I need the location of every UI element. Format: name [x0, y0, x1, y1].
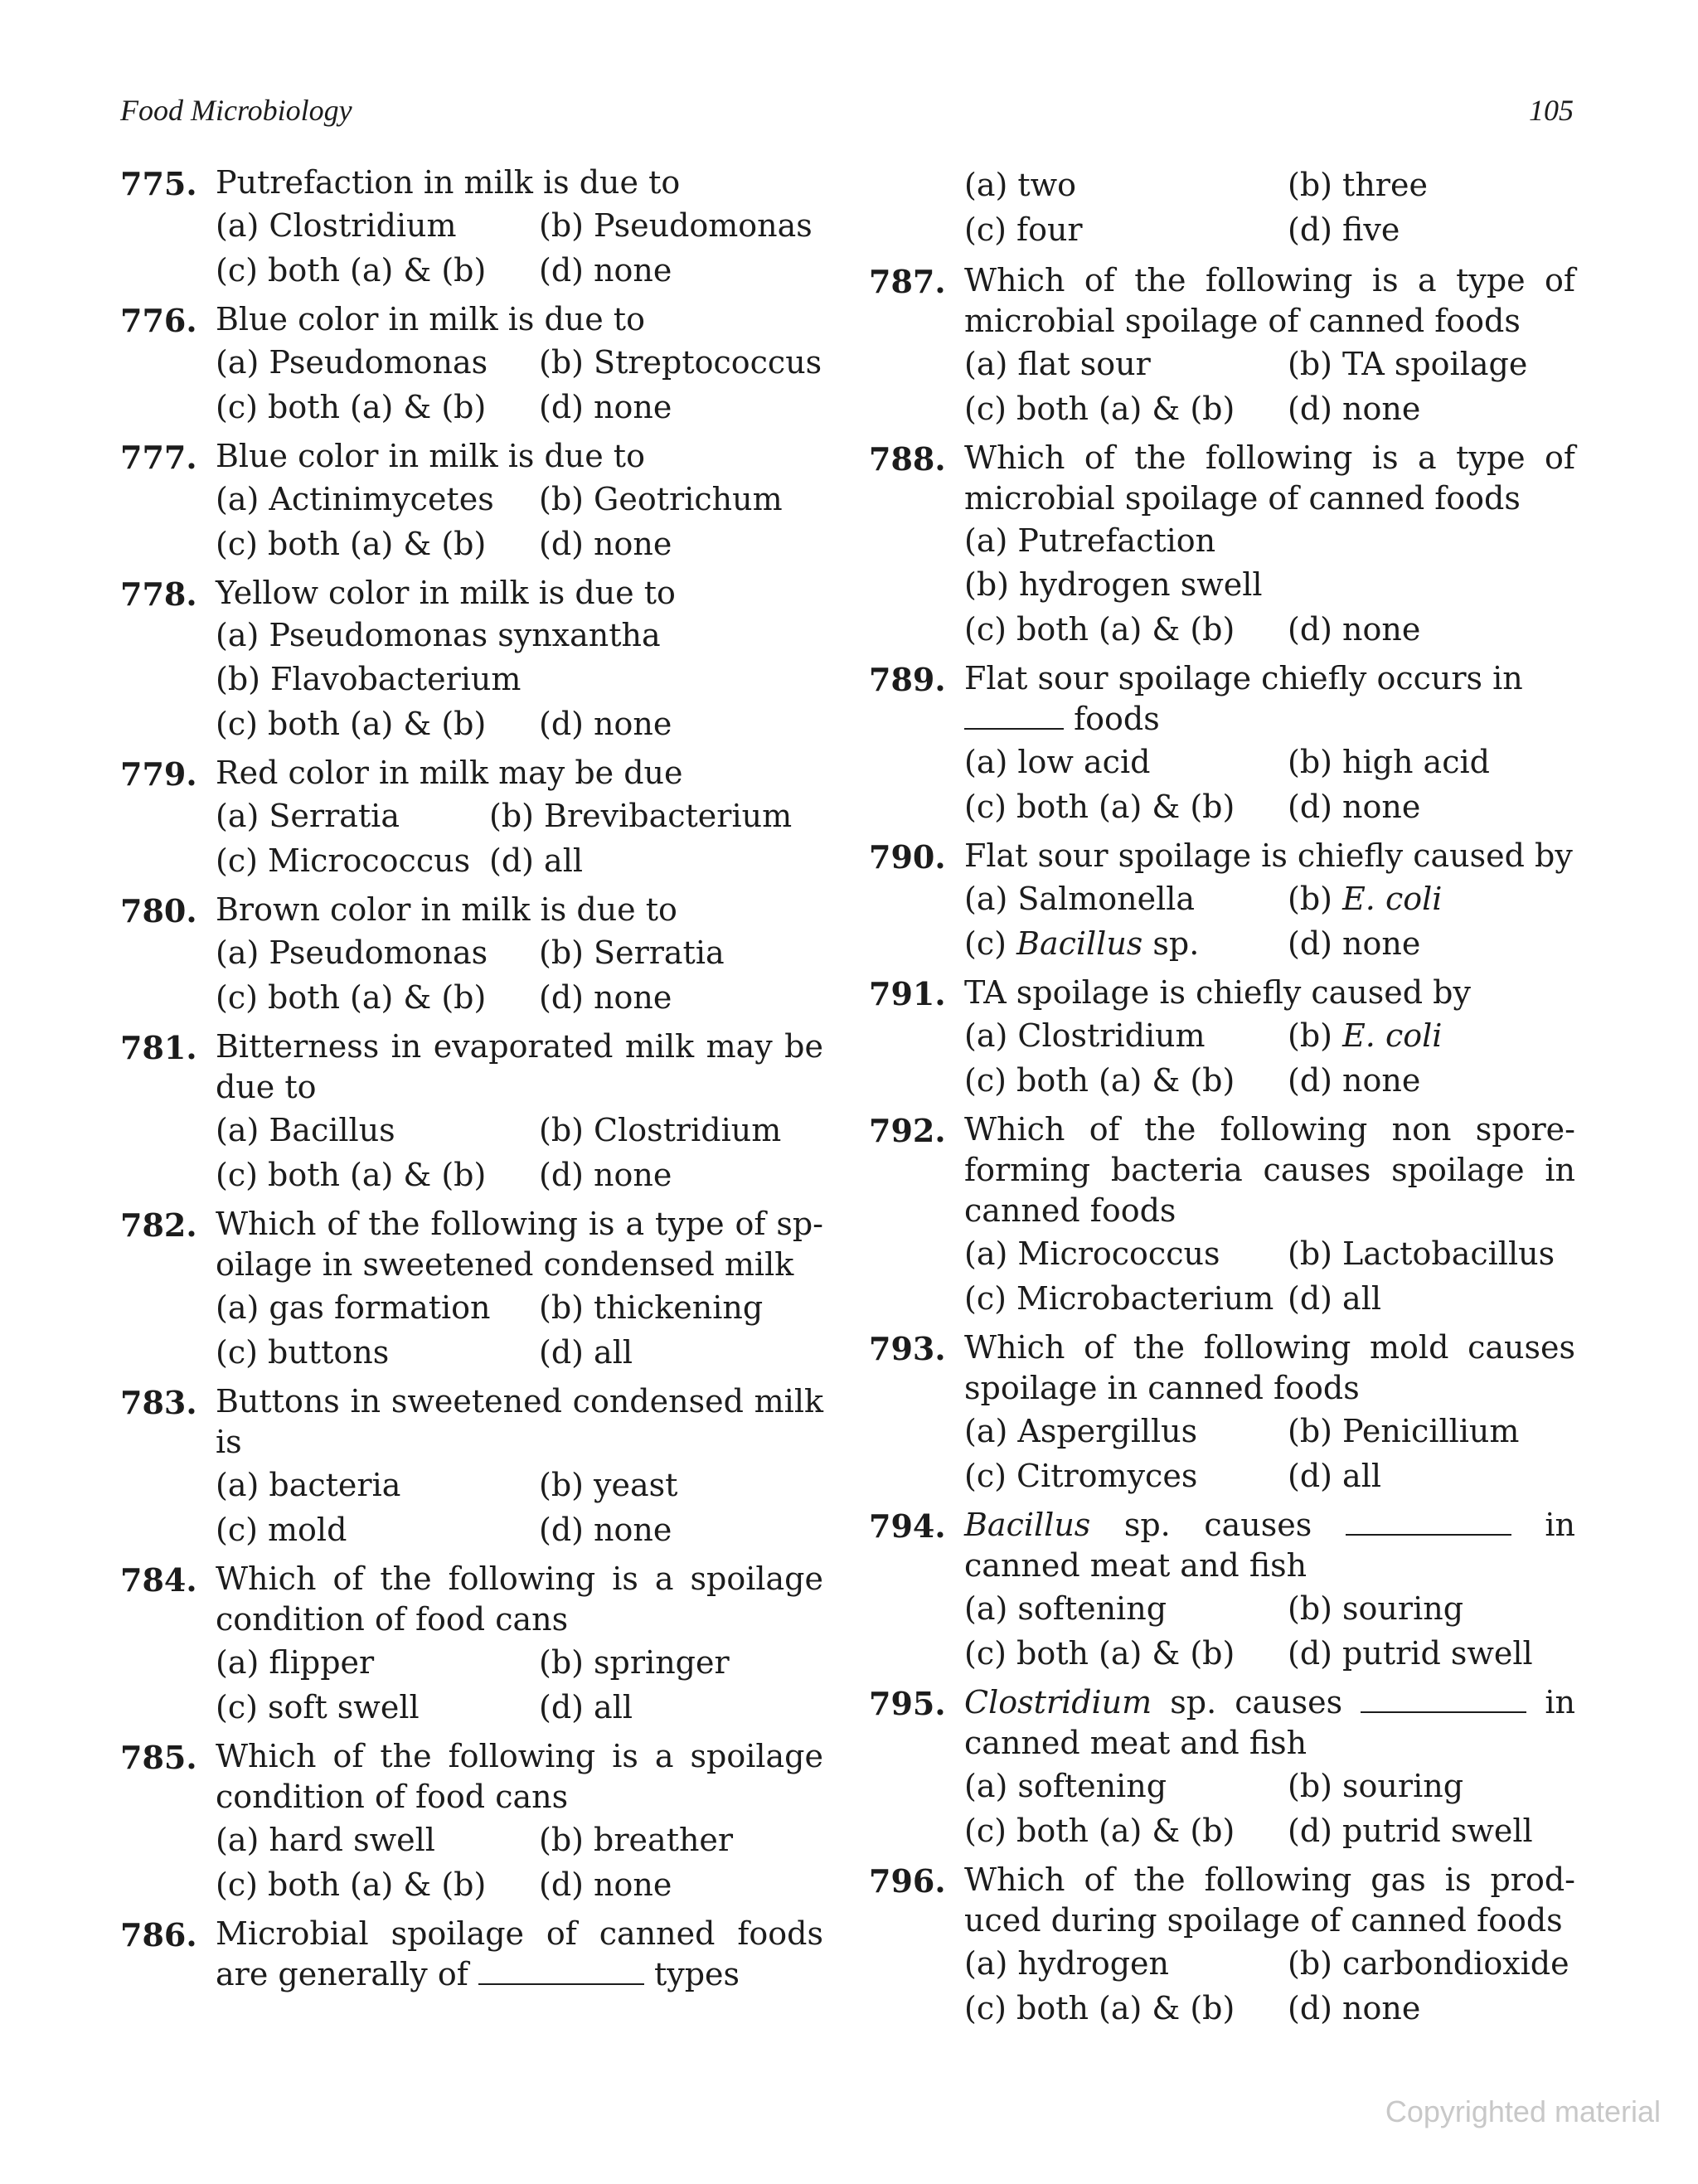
- option-c: (c) both (a) & (b): [964, 1813, 1235, 1849]
- question-number: 790.: [869, 838, 946, 876]
- question-789: [869, 658, 1575, 829]
- question-782: [120, 1204, 823, 1375]
- option-b: (b) breather: [539, 1822, 734, 1858]
- option-b: [1288, 1013, 1442, 1058]
- question-text: [964, 1505, 1575, 1586]
- question-text: Putrefaction in milk is due to: [216, 164, 681, 201]
- question-number: 793.: [869, 1330, 946, 1367]
- option-d: (d) none: [1288, 611, 1421, 648]
- option-a: (a) Serratia: [216, 798, 400, 834]
- option-a: (a) Pseudomonas synxantha: [216, 617, 661, 653]
- question-777: [120, 436, 823, 566]
- question-781: [120, 1026, 823, 1197]
- option-b: (b) Clostridium: [539, 1112, 782, 1148]
- option-d: (d) none: [539, 389, 672, 425]
- option-d: (d) none: [539, 1157, 672, 1193]
- answer-blank: [964, 703, 1064, 730]
- question-number: 780.: [120, 892, 197, 929]
- question-text: Which of the following is a type of sp-oilage in sweetened condensed milk: [216, 1206, 823, 1283]
- question-number: 781.: [120, 1029, 197, 1066]
- option-c: (c) both (a) & (b): [964, 789, 1235, 825]
- option-d: (d) none: [1288, 789, 1421, 825]
- option-suffix: sp.: [1143, 925, 1200, 962]
- option-d: (d) none: [539, 252, 672, 289]
- option-a: (a) Pseudomonas: [216, 344, 488, 381]
- question-number: 776.: [120, 302, 197, 339]
- question-text-end: in canned meat and fish: [964, 1684, 1575, 1761]
- question-text: [964, 658, 1575, 740]
- option-c: (c) both (a) & (b): [216, 1866, 487, 1903]
- option-b: (b) Streptococcus: [539, 344, 822, 381]
- answer-blank: [1361, 1687, 1526, 1713]
- question-number: 778.: [120, 575, 197, 613]
- question-794: [869, 1505, 1575, 1676]
- question-785: [120, 1736, 823, 1907]
- option-d: (d) all: [1288, 1280, 1382, 1317]
- option-c: (c) both (a) & (b): [964, 1990, 1235, 2026]
- page-number: 105: [1529, 94, 1574, 127]
- option-a: (a) softening: [964, 1590, 1167, 1627]
- question-text-start: Flat sour spoilage chiefly occurs in: [964, 660, 1523, 696]
- right-column: [869, 163, 1575, 2037]
- option-c: (c) mold: [216, 1512, 347, 1548]
- option-c: (c) Microbacterium: [964, 1280, 1274, 1317]
- option-c: (c) Citromyces: [964, 1458, 1198, 1494]
- option-b: (b) springer: [539, 1644, 730, 1681]
- option-a: (a) Bacillus: [216, 1112, 395, 1148]
- option-label: (b): [1288, 1017, 1343, 1054]
- option-b: (b) Penicillium: [1288, 1413, 1520, 1449]
- option-c: (c) soft swell: [216, 1689, 420, 1725]
- option-c: (c) both (a) & (b): [216, 706, 487, 742]
- question-795: [869, 1682, 1575, 1853]
- option-d: (d) none: [539, 1512, 672, 1548]
- left-column: [120, 163, 823, 2002]
- question-text-end: in canned meat and fish: [964, 1507, 1575, 1584]
- question-784: [120, 1559, 823, 1730]
- option-b: (b) Geotrichum: [539, 481, 783, 517]
- question-793: [869, 1327, 1575, 1498]
- question-number: 789.: [869, 661, 946, 698]
- option-d: (d) none: [1288, 1990, 1421, 2026]
- question-number: 792.: [869, 1112, 946, 1149]
- question-text: Which of the following is a spoilage condition of food cans: [216, 1560, 823, 1638]
- option-b: (b) carbondioxide: [1288, 1945, 1569, 1982]
- option-b: (b) Brevibacterium: [489, 798, 793, 834]
- question-text: Yellow color in milk is due to: [216, 575, 676, 611]
- question-788: [869, 438, 1575, 652]
- question-787: [869, 260, 1575, 431]
- question-text: Blue color in milk is due to: [216, 438, 645, 474]
- option-d: (d) all: [1288, 1458, 1382, 1494]
- option-a: (a) Salmonella: [964, 881, 1196, 917]
- option-c: (c) both (a) & (b): [964, 611, 1235, 648]
- question-text-mid: sp. causes: [1123, 1507, 1312, 1543]
- question-number: 796.: [869, 1862, 946, 1900]
- option-a: (a) Putrefaction: [964, 522, 1216, 559]
- question-text-mid: sp. causes: [1170, 1684, 1343, 1721]
- option-d: (d) putrid swell: [1288, 1813, 1533, 1849]
- option-b: (b) Pseudomonas: [539, 207, 813, 244]
- option-a: (a) hydrogen: [964, 1945, 1169, 1982]
- question-text: Which of the following is a type of microbial spoilage of canned foods: [964, 439, 1575, 517]
- option-c: (c) both (a) & (b): [216, 526, 487, 562]
- question-779: [120, 753, 823, 883]
- question-text: Which of the following is a spoilage condition of food cans: [216, 1738, 823, 1815]
- question-number: 787.: [869, 263, 946, 300]
- question-775: [120, 163, 823, 293]
- option-genus: Bacillus: [1016, 925, 1143, 962]
- question-text: Which of the following non spore-forming bacteria causes spoilage in canned foods: [964, 1111, 1575, 1229]
- option-d: (d) five: [1288, 211, 1400, 248]
- question-text: Brown color in milk is due to: [216, 891, 677, 928]
- question-number: 788.: [869, 440, 946, 478]
- option-a: (a) Actinimycetes: [216, 481, 494, 517]
- option-c: (c) both (a) & (b): [216, 252, 487, 289]
- option-c: (c) both (a) & (b): [216, 1157, 487, 1193]
- question-number: 794.: [869, 1507, 946, 1545]
- question-text: Flat sour spoilage is chiefly caused by: [964, 837, 1573, 874]
- question-786-options: [869, 163, 1575, 252]
- option-b: (b) souring: [1288, 1768, 1464, 1804]
- option-c: (c) both (a) & (b): [964, 1635, 1235, 1672]
- question-text-start: Microbial spoilage of canned foods are generally of: [216, 1915, 823, 1992]
- page-header: [120, 93, 1574, 133]
- question-text: Which of the following is a type of microbial spoilage of canned foods: [964, 262, 1575, 339]
- question-genus: Bacillus: [964, 1507, 1091, 1543]
- question-number: 777.: [120, 439, 197, 476]
- option-a: (a) flat sour: [964, 346, 1151, 382]
- question-text: Blue color in milk is due to: [216, 301, 645, 337]
- option-c: (c) four: [964, 211, 1083, 248]
- option-d: (d) none: [539, 706, 672, 742]
- option-b: (b) Flavobacterium: [216, 661, 522, 697]
- option-b: (b) high acid: [1288, 744, 1490, 780]
- question-792: [869, 1109, 1575, 1321]
- question-text: Which of the following gas is prod-uced during spoilage of canned foods: [964, 1861, 1575, 1939]
- question-number: 783.: [120, 1384, 197, 1421]
- option-d: (d) all: [539, 1334, 633, 1371]
- option-d: (d) all: [489, 842, 584, 879]
- option-d: (d) none: [1288, 925, 1421, 962]
- question-number: 786.: [120, 1916, 197, 1953]
- question-text-end: types: [653, 1956, 740, 1992]
- answer-blank: [478, 1958, 644, 1985]
- question-text: Bitterness in evaporated milk may be due to: [216, 1028, 823, 1105]
- option-label: (c): [964, 925, 1017, 962]
- option-c: (c) both (a) & (b): [964, 1062, 1235, 1099]
- option-a: (a) Clostridium: [964, 1017, 1206, 1054]
- option-d: (d) none: [539, 1866, 672, 1903]
- question-780: [120, 890, 823, 1020]
- question-number: 791.: [869, 975, 946, 1012]
- option-species: E. coli: [1342, 881, 1443, 917]
- option-b: (b) three: [1288, 167, 1428, 203]
- option-d: (d) none: [1288, 391, 1421, 427]
- question-genus: Clostridium: [964, 1684, 1152, 1721]
- question-number: 775.: [120, 165, 197, 202]
- option-c: (c) both (a) & (b): [216, 389, 487, 425]
- option-c: [964, 921, 1288, 966]
- option-a: (a) bacteria: [216, 1467, 401, 1503]
- option-b: (b) TA spoilage: [1288, 346, 1528, 382]
- option-a: (a) gas formation: [216, 1289, 491, 1326]
- question-text: [216, 1914, 823, 1995]
- option-c: (c) Micrococcus: [216, 842, 471, 879]
- option-label: (b): [1288, 881, 1343, 917]
- option-b: (b) souring: [1288, 1590, 1464, 1627]
- running-title: Food Microbiology: [120, 94, 352, 127]
- question-text: [964, 1682, 1575, 1764]
- option-species: E. coli: [1342, 1017, 1443, 1054]
- option-b: (b) Serratia: [539, 934, 725, 971]
- question-number: 785.: [120, 1739, 197, 1776]
- question-790: [869, 836, 1575, 966]
- question-text: Buttons in sweetened condensed milk is: [216, 1383, 823, 1460]
- option-b: (b) thickening: [539, 1289, 764, 1326]
- option-a: (a) softening: [964, 1768, 1167, 1804]
- question-791: [869, 973, 1575, 1103]
- question-text-end: foods: [1074, 701, 1160, 737]
- option-b: [1288, 876, 1442, 921]
- option-b: (b) yeast: [539, 1467, 678, 1503]
- option-c: (c) both (a) & (b): [216, 979, 487, 1016]
- option-a: (a) Micrococcus: [964, 1235, 1220, 1272]
- question-number: 782.: [120, 1206, 197, 1244]
- option-c: (c) buttons: [216, 1334, 390, 1371]
- question-796: [869, 1860, 1575, 2031]
- question-text: Red color in milk may be due: [216, 755, 683, 791]
- option-a: (a) flipper: [216, 1644, 375, 1681]
- option-a: (a) two: [964, 167, 1077, 203]
- question-778: [120, 573, 823, 746]
- question-776: [120, 299, 823, 430]
- option-d: (d) all: [539, 1689, 633, 1725]
- option-c: (c) both (a) & (b): [964, 391, 1235, 427]
- question-text: Which of the following mold causes spoilage in canned foods: [964, 1329, 1575, 1406]
- option-b: (b) hydrogen swell: [964, 566, 1263, 603]
- option-d: (d) none: [539, 526, 672, 562]
- option-a: (a) Aspergillus: [964, 1413, 1198, 1449]
- question-number: 779.: [120, 755, 197, 793]
- option-b: (b) Lactobacillus: [1288, 1235, 1555, 1272]
- question-number: 795.: [869, 1685, 946, 1722]
- option-a: (a) low acid: [964, 744, 1151, 780]
- option-d: (d) putrid swell: [1288, 1635, 1533, 1672]
- question-783: [120, 1381, 823, 1552]
- option-a: (a) hard swell: [216, 1822, 435, 1858]
- question-text: TA spoilage is chiefly caused by: [964, 974, 1471, 1011]
- question-786: [120, 1914, 823, 1995]
- copyright-watermark: Copyrighted material: [1385, 2094, 1661, 2128]
- option-d: (d) none: [1288, 1062, 1421, 1099]
- question-number: 784.: [120, 1561, 197, 1599]
- option-d: (d) none: [539, 979, 672, 1016]
- option-a: (a) Clostridium: [216, 207, 457, 244]
- option-a: (a) Pseudomonas: [216, 934, 488, 971]
- answer-blank: [1346, 1509, 1511, 1536]
